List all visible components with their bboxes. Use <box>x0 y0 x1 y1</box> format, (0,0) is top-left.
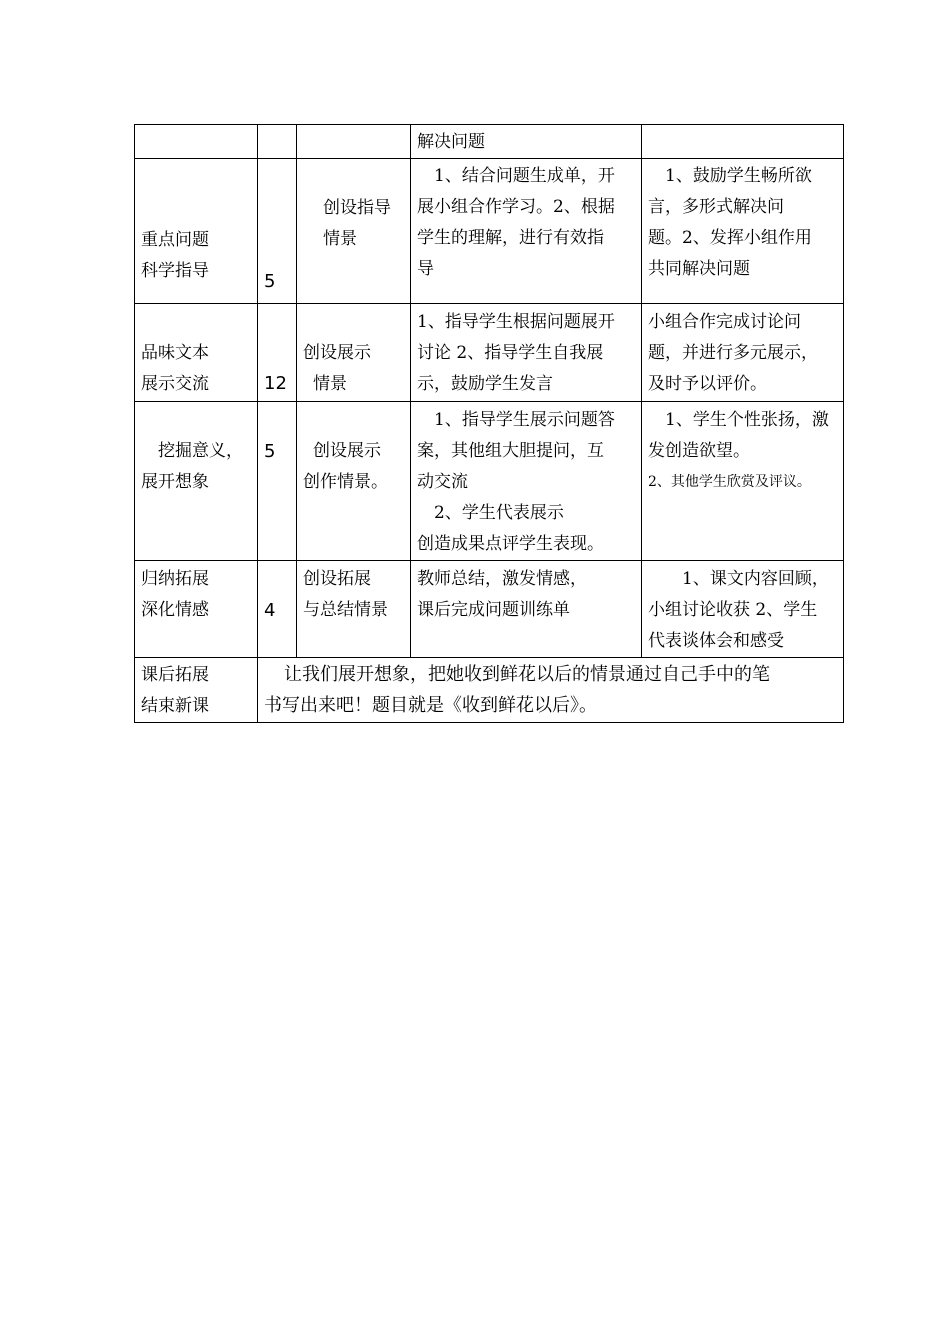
stage-line: 结束新课 <box>141 696 209 716</box>
lesson-plan-table <box>134 124 844 723</box>
teacher-line: 学生的理解，进行有效指 <box>417 228 604 248</box>
scene-cell <box>297 304 411 402</box>
student-line: 及时予以评价。 <box>648 374 767 394</box>
scene-line: 创设展示 <box>313 441 381 461</box>
student-line: 1、学生个性张扬，激 <box>665 410 829 430</box>
table-row <box>135 561 844 658</box>
minutes-value: 4 <box>264 600 276 621</box>
scene-line: 创设展示 <box>303 343 371 363</box>
scene-line: 创设指导 <box>323 198 391 218</box>
scene-cell <box>297 125 411 159</box>
homework-line: 书写出来吧！题目就是《收到鲜花以后》。 <box>264 695 597 716</box>
homework-cell <box>258 658 844 723</box>
student-line: 共同解决问题 <box>648 259 750 279</box>
scene-cell <box>297 561 411 658</box>
teacher-line: 讨论 2、指导学生自我展 <box>417 343 604 363</box>
stage-cell <box>135 658 258 723</box>
teacher-activity-cell <box>411 304 642 402</box>
teacher-line: 创造成果点评学生表现。 <box>417 534 604 554</box>
stage-line: 展开想象 <box>141 472 209 492</box>
stage-cell <box>135 159 258 304</box>
stage-line: 科学指导 <box>141 261 209 281</box>
table-row <box>135 658 844 723</box>
scene-cell <box>297 159 411 304</box>
minutes-cell <box>258 304 297 402</box>
teacher-line: 示，鼓励学生发言 <box>417 374 553 394</box>
scene-cell <box>297 402 411 561</box>
student-line: 小组讨论收获 2、学生 <box>648 600 818 620</box>
table-row <box>135 402 844 561</box>
student-line: 题，并进行多元展示， <box>648 343 818 363</box>
student-line: 1、鼓励学生畅所欲 <box>665 166 812 186</box>
student-activity-cell <box>642 304 844 402</box>
student-activity-cell <box>642 402 844 561</box>
teacher-line: 教师总结，激发情感， <box>417 569 587 589</box>
scene-line: 创设拓展 <box>303 569 371 589</box>
student-line: 题。2、发挥小组作用 <box>648 228 812 248</box>
student-line: 2、其他学生欣赏及评议。 <box>648 474 811 490</box>
teacher-line: 展小组合作学习。2、根据 <box>417 197 615 217</box>
student-line: 发创造欲望。 <box>648 441 750 461</box>
scene-line: 情景 <box>313 374 347 394</box>
minutes-cell <box>258 125 297 159</box>
teacher-activity-cell <box>411 159 642 304</box>
student-activity-cell <box>642 159 844 304</box>
scene-line: 情景 <box>323 229 357 249</box>
table-row <box>135 159 844 304</box>
homework-line: 让我们展开想象，把她收到鲜花以后的情景通过自己手中的笔 <box>284 664 770 685</box>
minutes-value: 12 <box>264 373 287 394</box>
table-row <box>135 304 844 402</box>
stage-line: 挖掘意义， <box>158 441 243 461</box>
teacher-activity-cell <box>411 402 642 561</box>
stage-cell <box>135 561 258 658</box>
table-row <box>135 125 844 159</box>
stage-cell <box>135 125 258 159</box>
student-line: 小组合作完成讨论问 <box>648 312 801 332</box>
student-line: 代表谈体会和感受 <box>648 631 784 651</box>
teacher-line: 动交流 <box>417 472 468 492</box>
minutes-cell <box>258 402 297 561</box>
teacher-line: 1、指导学生展示问题答 <box>434 410 615 430</box>
teacher-activity-cell <box>411 125 642 159</box>
scene-line: 与总结情景 <box>303 600 388 620</box>
scene-line: 创作情景。 <box>303 472 388 492</box>
minutes-cell <box>258 561 297 658</box>
stage-line: 归纳拓展 <box>141 569 209 589</box>
minutes-value: 5 <box>264 271 276 292</box>
teacher-line: 案，其他组大胆提问，互 <box>417 441 604 461</box>
student-activity-cell <box>642 561 844 658</box>
teacher-line: 1、指导学生根据问题展开 <box>417 312 615 332</box>
student-line: 言，多形式解决问 <box>648 197 784 217</box>
stage-cell <box>135 402 258 561</box>
student-activity-cell <box>642 125 844 159</box>
teacher-line: 导 <box>417 259 434 279</box>
minutes-cell <box>258 159 297 304</box>
stage-line: 课后拓展 <box>141 665 209 685</box>
stage-line: 重点问题 <box>141 230 209 250</box>
teacher-line: 解决问题 <box>417 132 485 152</box>
stage-line: 展示交流 <box>141 374 209 394</box>
stage-line: 深化情感 <box>141 600 209 620</box>
teacher-line: 1、结合问题生成单，开 <box>434 166 615 186</box>
minutes-value: 5 <box>264 441 276 462</box>
stage-line: 品味文本 <box>141 343 209 363</box>
teacher-line: 2、学生代表展示 <box>434 503 564 523</box>
teacher-line: 课后完成问题训练单 <box>417 600 570 620</box>
stage-cell <box>135 304 258 402</box>
student-line: 1、课文内容回顾， <box>682 569 829 589</box>
teacher-activity-cell <box>411 561 642 658</box>
